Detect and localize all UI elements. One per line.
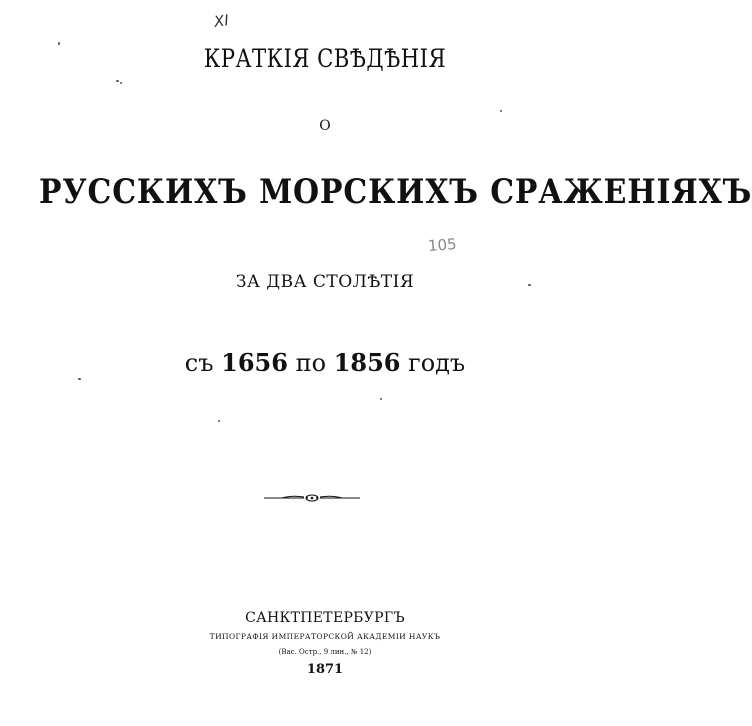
title-years-line (0, 348, 650, 377)
years-middle: по (295, 349, 327, 377)
ornament-rule-icon (264, 490, 360, 506)
paper-speck (380, 398, 382, 400)
handwritten-mark: XI (212, 11, 230, 31)
title-line-2: О (319, 118, 331, 134)
paper-speck (500, 110, 502, 112)
main-title: РУССКИХЪ МОРСКИХЪ СРАЖЕНІЯХЪ (39, 172, 752, 212)
title-line-4: ЗА ДВА СТОЛѢТІЯ (235, 272, 415, 292)
paper-speck (116, 80, 119, 82)
year-from: 1656 (221, 348, 288, 377)
imprint-city: САНКТПЕТЕРБУРГЪ (245, 610, 405, 626)
years-prefix: съ (184, 349, 214, 377)
imprint-press: ТИПОГРАФІЯ ИМПЕРАТОРСКОЙ АКАДЕМІИ НАУКЪ (209, 632, 441, 641)
title-line-1: КРАТКІЯ СВѢДѢНІЯ (203, 44, 447, 73)
paper-speck (78, 378, 81, 380)
paper-speck (58, 42, 60, 45)
year-to: 1856 (333, 348, 401, 377)
paper-speck (218, 420, 220, 422)
years-suffix: годъ (408, 349, 466, 377)
pencil-mark: 105 (427, 235, 458, 255)
paper-speck (120, 82, 122, 84)
imprint-year: 1871 (306, 662, 344, 677)
imprint-address: (Вас. Остр., 9 лин., № 12) (278, 648, 372, 656)
paper-speck (528, 284, 531, 286)
